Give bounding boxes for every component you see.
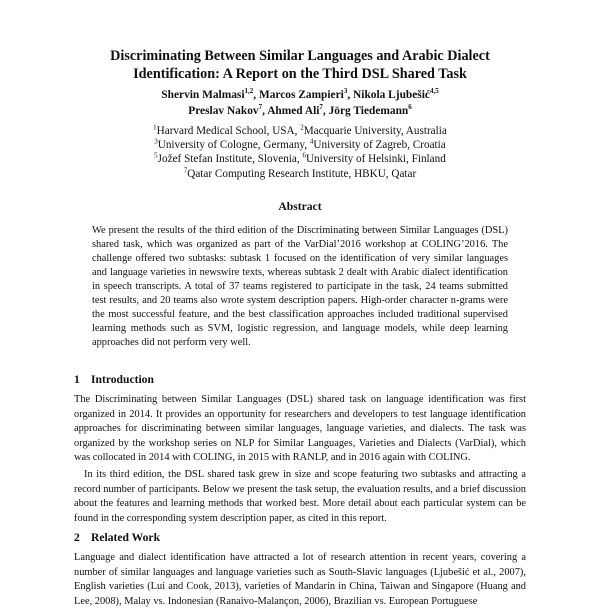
author-affil-mark: 1,2 xyxy=(244,87,254,96)
author-separator: , xyxy=(347,89,354,101)
paper-title xyxy=(0,47,600,83)
title-line-2: Identification: A Report on the Third DSL Shared Task xyxy=(133,66,467,82)
introduction-body xyxy=(74,393,526,526)
affil-text: University of Zagreb, Croatia xyxy=(313,139,446,152)
author-separator: , xyxy=(253,89,259,101)
affil-text: University of Helsinki, Finland xyxy=(305,153,446,166)
affil-text: Macquarie University, Australia xyxy=(303,125,447,137)
title-line-1: Discriminating Between Similar Languages and Arabic Dialect xyxy=(110,48,490,64)
affil-text: University of Cologne, Germany, xyxy=(157,139,310,152)
author-name: Nikola Ljubešić xyxy=(353,89,430,101)
paragraph: Language and dialect identification have attracted a lot of research attention in recent years, covering a number of similar languages and language varieties such as South-Slavic languages (Ljubešić et al., 2007), English varieties (Lui and Cook, 2013), varieties of Mandarin in China, Taiwan and Singapore (Huang and Lee, 2008), Malay vs. Indonesian (Ranaivo-Malançon, 2006), Brazilian vs. European Portuguese xyxy=(74,552,526,607)
author-affil-mark: 6 xyxy=(408,102,412,111)
section-title: Introduction xyxy=(91,373,154,386)
author-affil-mark: 7 xyxy=(319,102,323,111)
affil-mark: 3 xyxy=(154,137,158,146)
abstract-text: We present the results of the third edition of the Discriminating between Similar Languages (DSL) shared task, which was organized as part of the VarDial’2016 workshop at COLING’2016. The challenge offered two subtasks: subtask 1 focused on the identification of very similar languages and language varieties in newswire texts, whereas subtask 2 dealt with Arabic dialect identification in speech transcripts. A total of 37 teams registered to participate in the task, 24 teams submitted test results, and 20 teams also wrote system description papers. High-order character n-grams were the most successful feature, and the best classification approaches included traditional supervised learning methods such as SVM, logistic regression, and language models, while deep learning approaches did not perform very well. xyxy=(92,225,508,348)
author-line-2 xyxy=(0,104,600,120)
author-list xyxy=(0,88,600,119)
affil-mark: 5 xyxy=(154,151,158,160)
paragraph: In its third edition, the DSL shared task grew in size and scope featuring two subtasks and attracting a record number of participants. Below we present the task setup, the evaluation results, and a brief discussion about the features and learning methods that worked best. More detail about each particular system can be found in the corresponding system description paper, as cited in this report. xyxy=(74,468,526,524)
section-title: Related Work xyxy=(91,531,161,544)
affil-mark: 2 xyxy=(300,123,304,132)
author-affil-mark: 3 xyxy=(343,87,348,96)
author-line-1 xyxy=(0,88,600,104)
affil-mark: 1 xyxy=(153,123,157,132)
author-separator: , xyxy=(322,104,329,117)
author-name: Shervin Malmasi xyxy=(161,89,245,101)
author-name: Marcos Zampieri xyxy=(258,89,344,101)
affil-text: Harvard Medical School, USA, xyxy=(156,125,301,137)
affiliation-line xyxy=(0,124,600,138)
abstract-heading: Abstract xyxy=(278,200,322,213)
affiliation-line xyxy=(0,167,600,181)
affil-mark: 7 xyxy=(183,165,188,174)
affil-text: Jožef Stefan Institute, Slovenia, xyxy=(157,153,303,166)
author-name: Preslav Nakov xyxy=(188,104,259,117)
section-number: 2 xyxy=(74,531,80,544)
section-heading-introduction xyxy=(74,373,154,386)
affil-mark: 4 xyxy=(309,137,314,146)
affiliation-line xyxy=(0,152,600,166)
author-separator: , xyxy=(262,104,268,117)
affil-mark: 6 xyxy=(302,151,306,160)
section-number: 1 xyxy=(74,373,80,386)
author-name: Ahmed Ali xyxy=(267,104,320,117)
paragraph: The Discriminating between Similar Languages (DSL) shared task on language identification was first organized in 2014. It provides an opportunity for researchers and developers to test language identification approaches for discriminating between similar languages, language varieties, and dialects. The task was organized by the workshop series on NLP for Similar Languages, Varieties and Dialects (VarDial), which was collocated in 2014 with COLING, in 2015 with RANLP, and in 2016 again with COLING. xyxy=(74,394,526,464)
author-affil-mark: 4,5 xyxy=(429,87,439,96)
affil-text: Qatar Computing Research Institute, HBKU, Qatar xyxy=(187,167,417,180)
author-affil-mark: 7 xyxy=(258,102,263,111)
section-heading-related-work xyxy=(74,531,160,544)
affiliation-line xyxy=(0,138,600,152)
related-work-body xyxy=(74,551,526,607)
author-name: Jörg Tiedemann xyxy=(328,104,409,117)
affiliations xyxy=(0,124,600,181)
